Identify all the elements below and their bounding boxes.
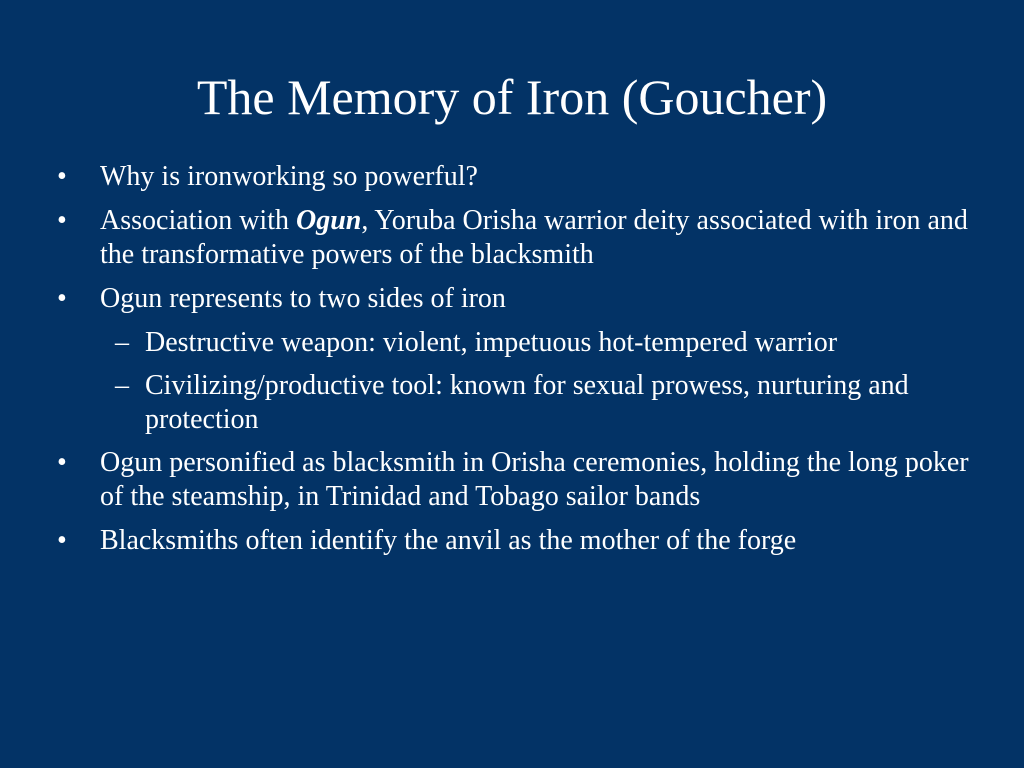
bullet-marker: • [57,205,67,236]
bullet-text: Ogun personified as blacksmith in Orisha ceremonies, holding the long poker of the steamship, in Trinidad and Tobago sailor bands [100,447,969,512]
bullet-list [55,160,975,568]
bullet-text: Ogun represents to two sides of iron [100,283,506,314]
slide-title: The Memory of Iron (Goucher) [196,69,828,125]
bullet-text: Why is ironworking so powerful? [100,161,478,192]
bullet-item [55,446,975,514]
bullet-text: Blacksmiths often identify the anvil as the mother of the forge [100,525,797,556]
emphasized-term: Ogun [296,205,362,236]
bullet-marker: • [57,447,67,478]
bullet-item [55,160,975,194]
sub-bullet-marker: – [115,327,129,358]
sub-bullet-text: Destructive weapon: violent, impetuous hot-tempered warrior [145,327,838,358]
bullet-marker: • [57,283,67,314]
bullet-item [55,524,975,558]
bullet-item [55,204,975,272]
bullet-text-prefix: Association with [100,205,296,236]
bullet-text-suffix: , Yoruba Orisha warrior deity associated with iron and the transformative powers of the blacksmith [100,205,968,270]
bullet-item [55,282,975,316]
sub-bullet-marker: – [115,370,129,401]
sub-bullet-item [55,369,975,437]
bullet-marker: • [57,161,67,192]
bullet-marker: • [57,525,67,556]
sub-bullet-text: Civilizing/productive tool: known for sexual prowess, nurturing and protection [145,370,909,435]
sub-bullet-item [55,326,975,360]
